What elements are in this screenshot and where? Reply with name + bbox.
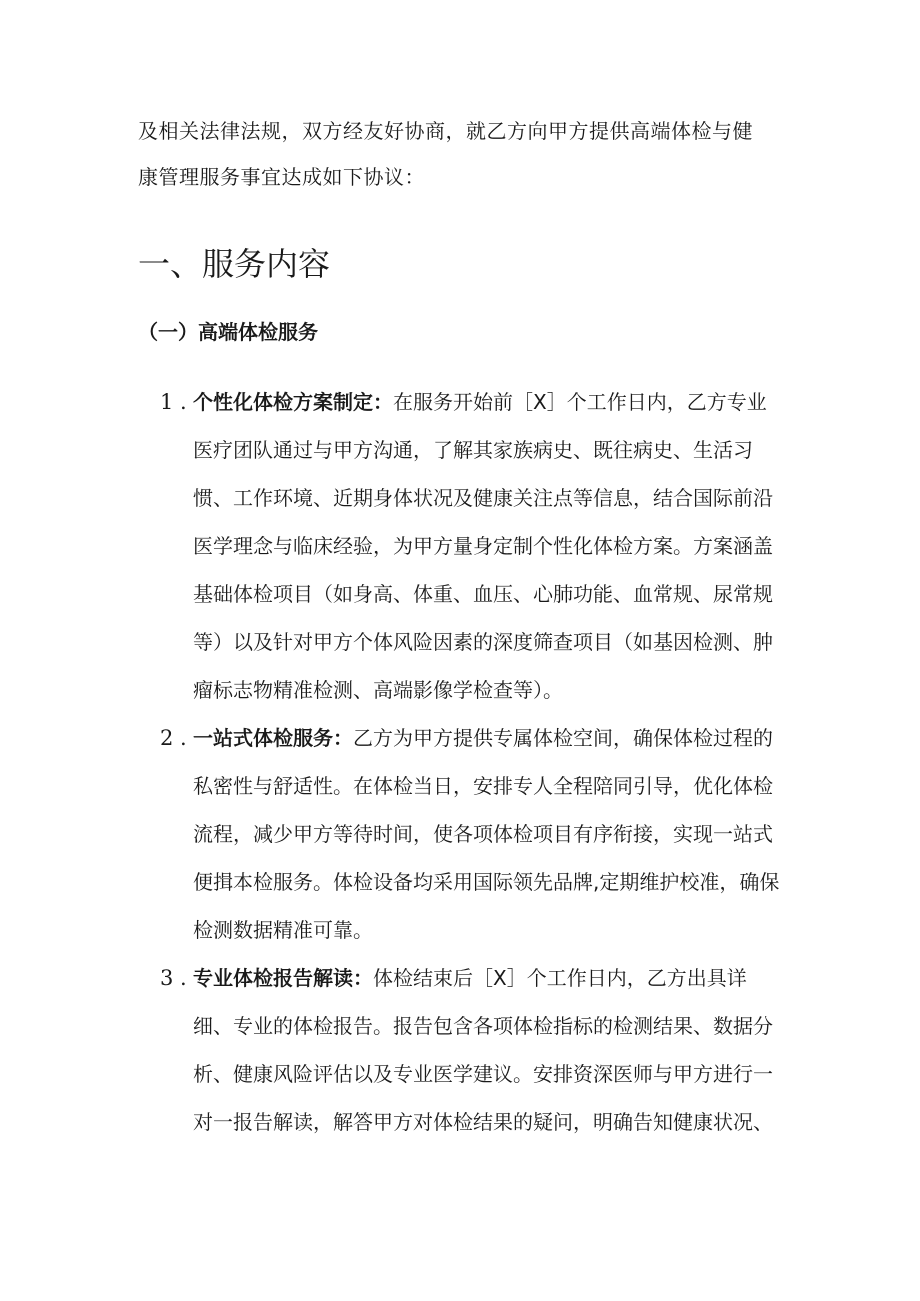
item-line: 检测数据精准可靠。	[193, 918, 373, 942]
item-line: 便揖本检服务。体检设备均采用国际领先品牌,定期维护校准，确保	[193, 870, 780, 894]
item-line: 细、专业的体检报告。报告包含各项体检指标的检测结果、数据分	[193, 1014, 773, 1038]
item-line: 等）以及针对甲方个体风险因素的深度筛查项目（如基因检测、肿	[193, 630, 773, 654]
item-line: 对一报告解读，解答甲方对体检结果的疑问，明确告知健康状况、	[193, 1110, 773, 1134]
item-line	[193, 714, 800, 762]
item-body	[193, 714, 800, 954]
item-text: 乙方为甲方提供专属体检空间，确保体检过程的	[353, 726, 773, 750]
item-line: 流程，减少甲方等待时间，使各项体检项目有序衔接，实现一站式	[193, 822, 773, 846]
list-item	[160, 378, 800, 714]
item-line	[193, 954, 800, 1002]
item-body	[193, 954, 800, 1146]
item-line: 析、健康风险评估以及专业医学建议。安排资深医师与甲方进行一	[193, 1062, 773, 1086]
item-line: 基础体检项目（如身高、体重、血压、心肺功能、血常规、尿常规	[193, 582, 773, 606]
item-line: 私密性与舒适性。在体检当日，安排专人全程陪同引导，优化体检	[193, 774, 773, 798]
item-line: 惯、工作环境、近期身体状况及健康关注点等信息，结合国际前沿	[193, 486, 773, 510]
item-lead: 个性化体检方案制定：	[193, 390, 393, 414]
subsection-title: （一）高端体检服务	[138, 320, 318, 344]
item-number: 2 .	[160, 726, 187, 750]
item-line	[193, 378, 800, 426]
item-number: 3 .	[160, 966, 187, 990]
intro-paragraph	[138, 108, 788, 200]
item-text: 体检结束后［X］个工作日内，乙方出具详	[373, 966, 747, 990]
item-body	[193, 378, 800, 714]
item-line: 医疗团队通过与甲方沟通，了解其家族病史、既往病史、生活习	[193, 438, 753, 462]
intro-line: 及相关法律法规，双方经友好协商，就乙方向甲方提供高端体检与健	[138, 119, 753, 143]
item-number: 1 .	[160, 390, 187, 414]
item-lead: 一站式体检服务：	[193, 726, 353, 750]
list-item	[160, 954, 800, 1146]
item-line: 医学理念与临床经验，为甲方量身定制个性化体检方案。方案涵盖	[193, 534, 773, 558]
list-item	[160, 714, 800, 954]
item-line: 瘤标志物精准检测、高端影像学检查等）。	[193, 678, 563, 702]
item-lead: 专业体检报告解读：	[193, 966, 373, 990]
item-text: 在服务开始前［X］个工作日内，乙方专业	[393, 390, 767, 414]
intro-line: 康管理服务事宜达成如下协议：	[138, 165, 425, 189]
section-title: 一、服务内容	[138, 245, 331, 283]
